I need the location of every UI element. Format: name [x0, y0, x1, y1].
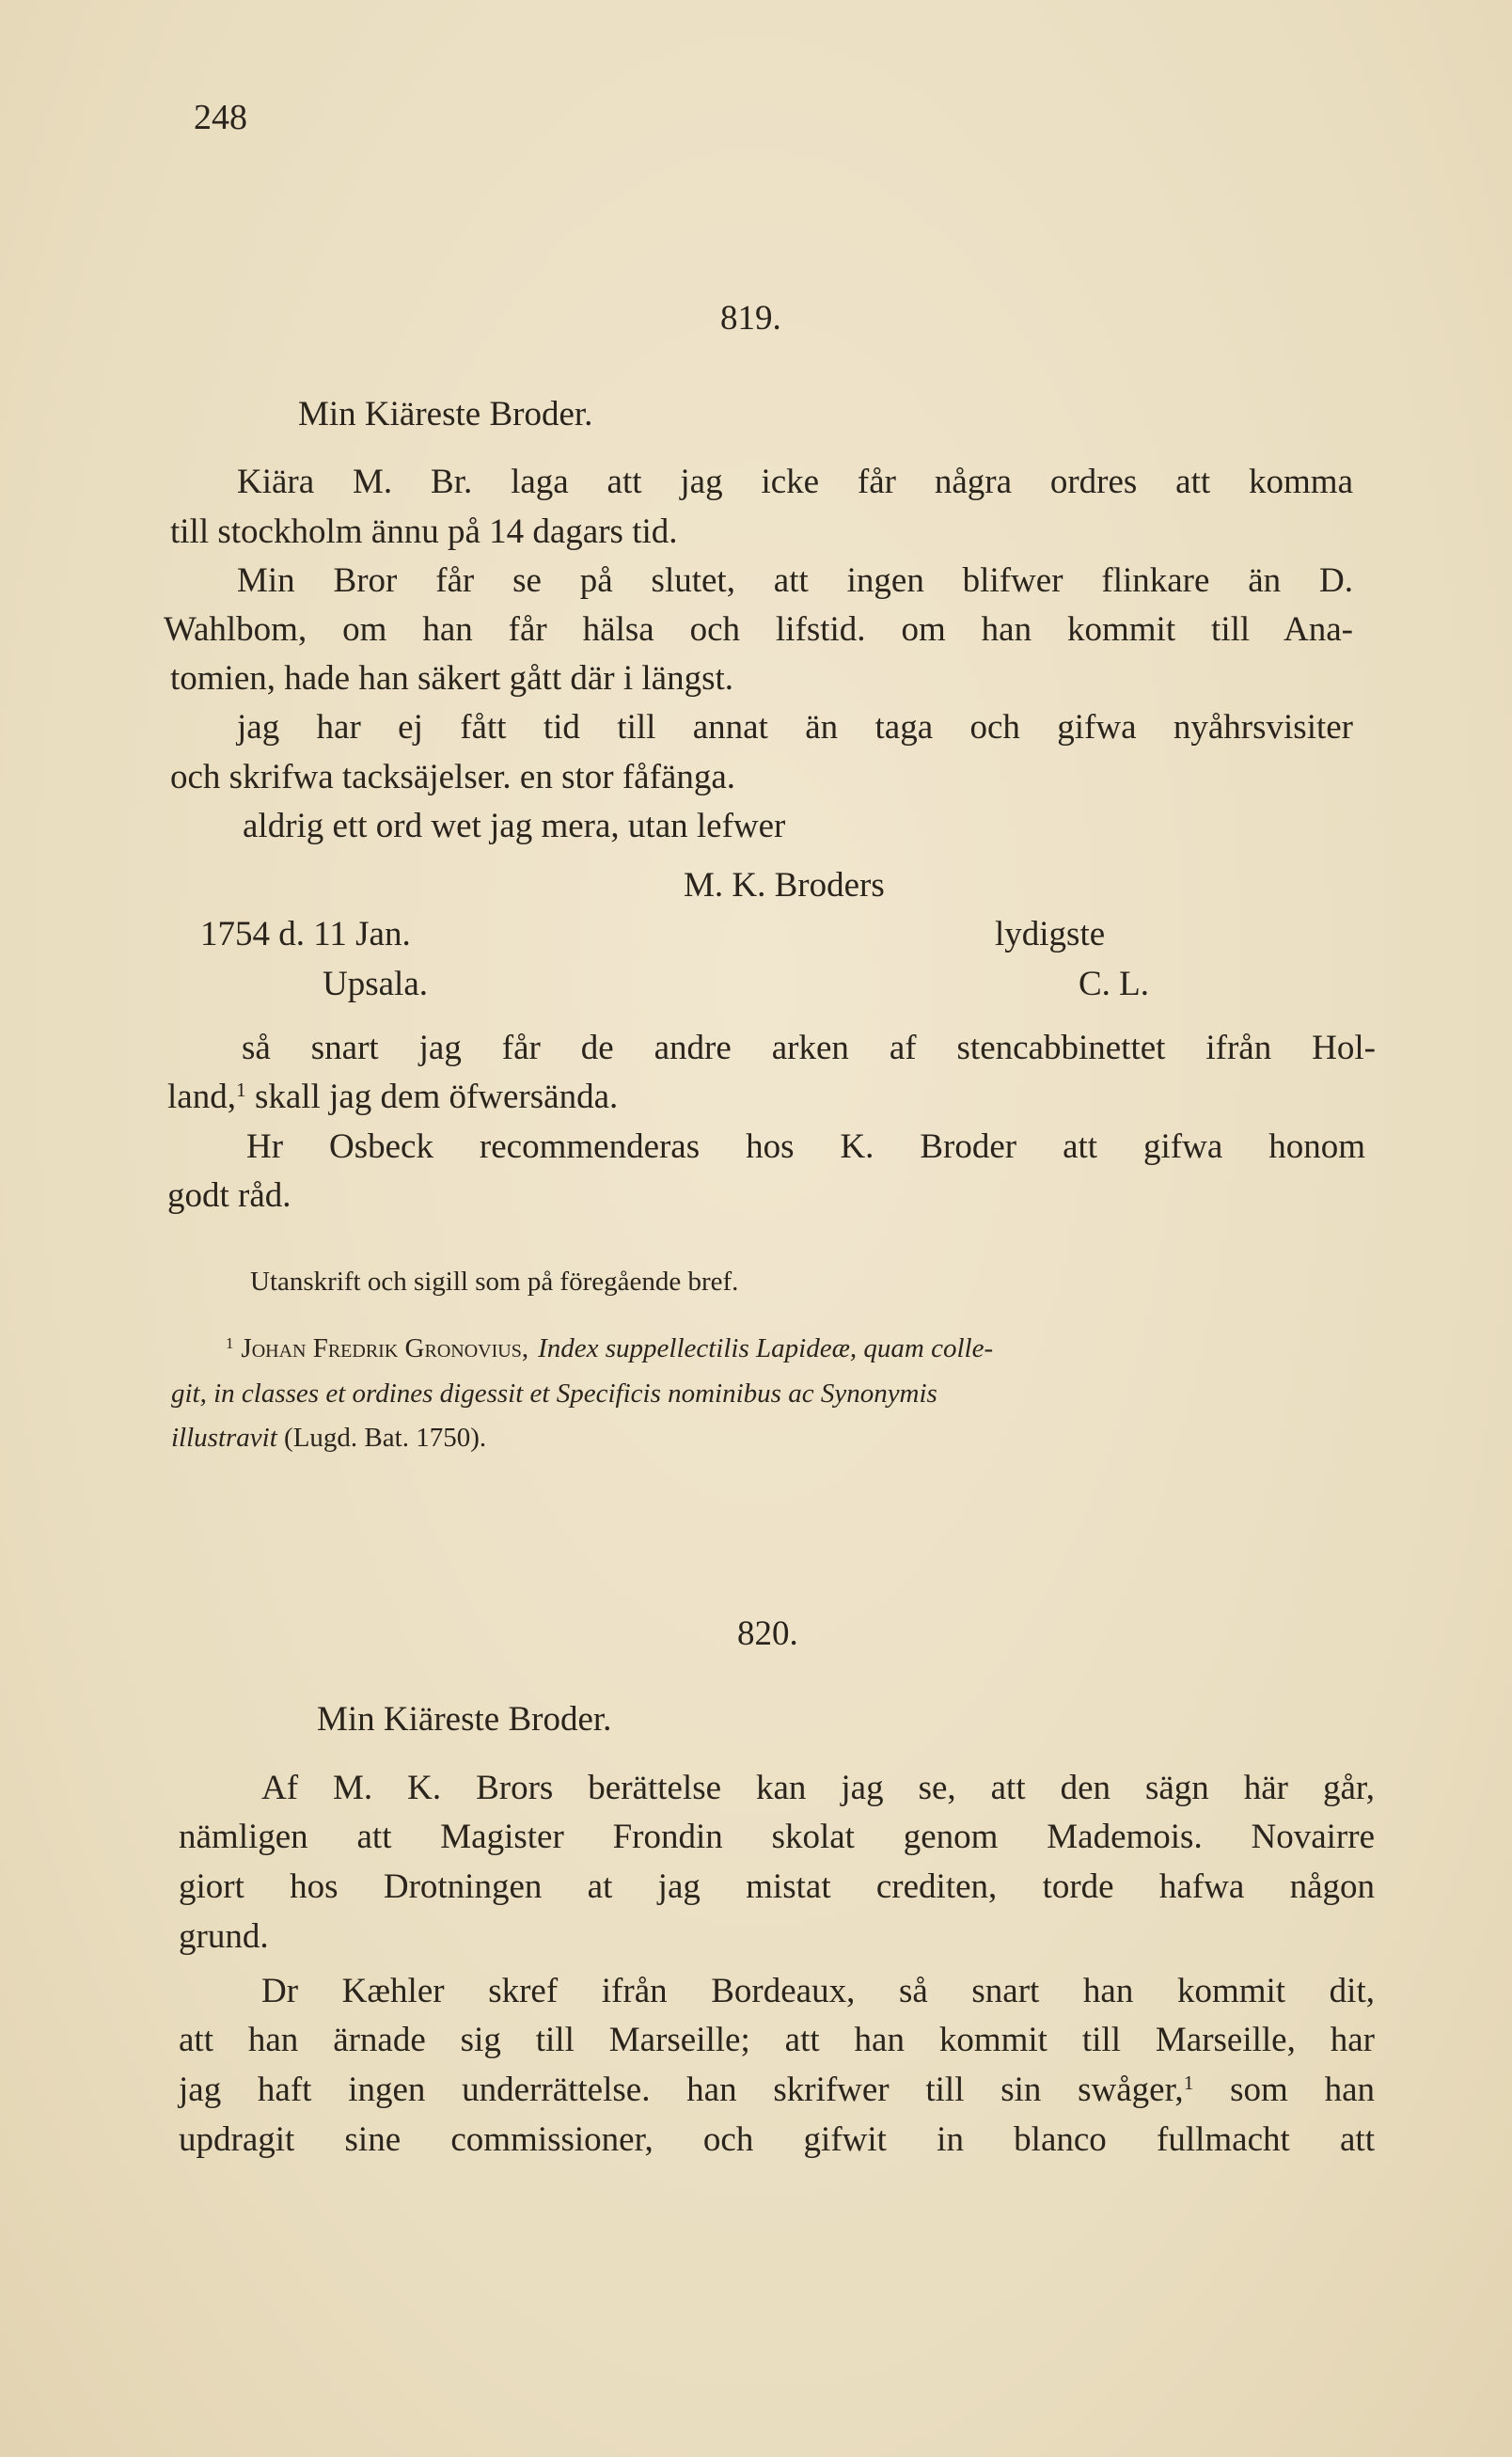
body-line: att han ärnade sig till Marseille; att han kommit till Marseille, har [179, 2021, 1375, 2059]
body-line: jag haft ingen underrättelse. han skrifwer till sin swåger,$^1$ som han [179, 2071, 1375, 2109]
body-line: grund. [179, 1917, 269, 1956]
letter-number: 819. [720, 299, 781, 338]
body-line: aldrig ett ord wet jag mera, utan lefwer [243, 807, 786, 845]
body-line: tomien, hade han säkert gått där i längst. [170, 659, 734, 698]
letter-date: 1754 d. 11 Jan. [200, 915, 411, 953]
body-line: Af M. K. Brors berättelse kan jag se, att den sägn här går, [261, 1769, 1375, 1807]
closing-word: lydigste [995, 915, 1106, 953]
body-line: giort hos Drotningen at jag mistat crediten, torde hafwa någon [179, 1867, 1375, 1906]
body-line: Dr Kæhler skref ifrån Bordeaux, så snart han kommit dit, [261, 1972, 1375, 2010]
salutation: Min Kiäreste Broder. [317, 1700, 612, 1739]
postscript-line: så snart jag får de andre arken af stencabbinettet ifrån Hol- [242, 1029, 1376, 1067]
footnote-author: Johan Fredrik Gronovius, [241, 1333, 529, 1363]
letter-place: Upsala. [323, 965, 428, 1003]
body-line: jag har ej fått tid till annat än taga och gifwa nyåhrsvisiter [237, 708, 1353, 747]
footnote-ref: 1 [235, 1079, 246, 1102]
body-line: till stockholm ännu på 14 dagars tid. [170, 512, 678, 551]
body-line: updragit sine commissioner, och gifwit in blanco fullmacht att [179, 2120, 1375, 2159]
body-line: nämligen att Magister Frondin skolat genom Mademois. Novairre [179, 1818, 1375, 1856]
postscript-line: Hr Osbeck recommenderas hos K. Broder att gifwa honom [246, 1127, 1365, 1166]
footnote-ref: 1 [1183, 2071, 1194, 2095]
page-number: 248 [194, 98, 247, 137]
postscript-line: godt råd. [167, 1176, 291, 1215]
postscript-line: land,$^1$ skall jag dem öfwersända. [167, 1078, 619, 1116]
footnote: illustravit (Lugd. Bat. 1750). [171, 1423, 487, 1453]
footnote: git, in classes et ordines digessit et Specificis nominibus ac Synonymis [171, 1378, 937, 1409]
footnote: $^1$ Johan Fredrik Gronovius, Index suppellectilis Lapideæ, quam colle- [226, 1333, 994, 1363]
body-line: Min Bror får se på slutet, att ingen blifwer flinkare än D. [237, 561, 1353, 600]
address-note: Utanskrift och sigill som på föregående bref. [250, 1267, 739, 1297]
salutation: Min Kiäreste Broder. [298, 395, 593, 433]
body-line: Wahlbom, om han får hälsa och lifstid. om han kommit till Ana- [164, 610, 1353, 649]
closing: M. K. Broders [684, 866, 885, 905]
letter-number: 820. [737, 1614, 798, 1653]
body-line: och skrifwa tacksäjelser. en stor fåfänga. [170, 758, 735, 796]
footnote-title: Index suppellectilis Lapideæ, quam colle- [538, 1333, 994, 1363]
body-line: Kiära M. Br. laga att jag icke får några ordres att komma [237, 463, 1353, 501]
signature: C. L. [1079, 965, 1150, 1003]
